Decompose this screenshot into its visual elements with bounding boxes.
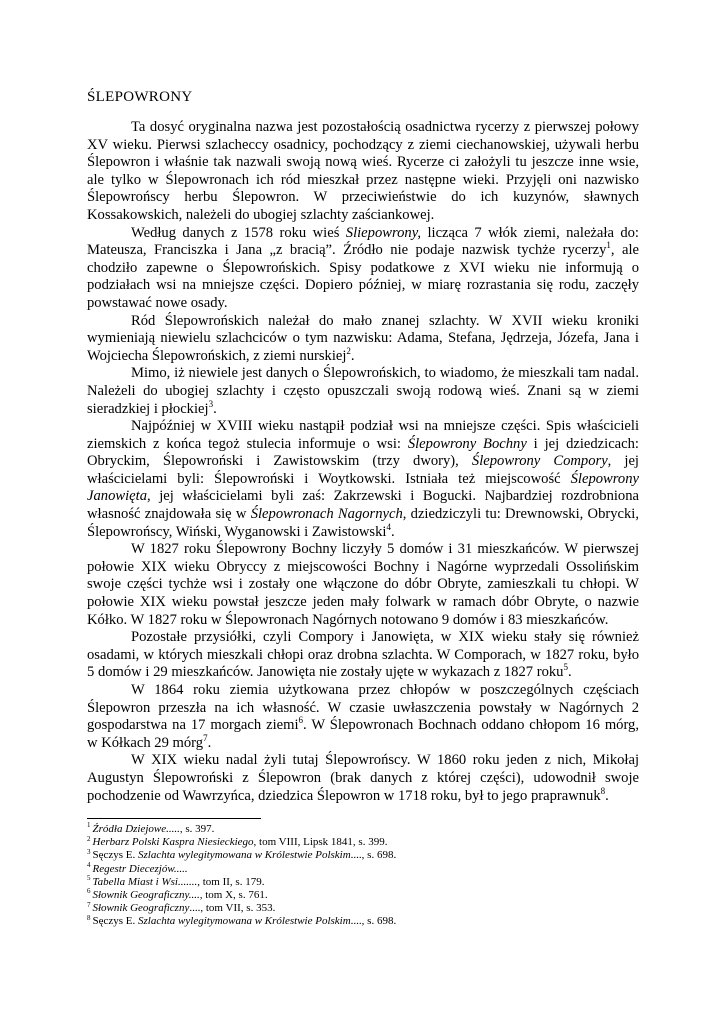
footnote-ref: 8 [600, 785, 606, 796]
footnote-separator [87, 818, 261, 819]
paragraph: W 1864 roku ziemia użytkowana przez chłopów w poszczególnych częściach Ślepowron przeszła na ich własność. W czasie uwłaszczenia powstały w Nagórnych 2 gospodarstwa na 17 morgach ziemi$^6$. W Ślepowronach Bochnach oddano chłopom 16 mórg, w Kółkach 29 mórg$^7$. [87, 682, 640, 751]
emphasis: Ślepowrony Compory [471, 453, 608, 470]
footnote-ref: 4 [386, 521, 391, 532]
footnote-number: 2 [87, 834, 91, 843]
paragraph: W XIX wieku nadal żyli tutaj Ślepowrońscy. W 1860 roku jeden z nich, Mikołaj Augustyn Ślepowroński z Ślepowron (brak danych z której części), udowodnił swoje pochodzenie od Wawrzyńca, dziedzica Ślepowron w 1718 roku, był to jego praprawnuk$^8$. [87, 752, 639, 804]
footnote-ref: 5 [563, 662, 568, 673]
paragraph: Według danych z 1578 roku wieś Sliepowrony, licząca 7 włók ziemi, należała do: Mateusza, Franciszka i Jana „z bracią”. Źródło nie podaje nazwisk tychże rycerzy$^1$, ale chodziło zapewne o Ślepowrońskich. Spisy podatkowe z XVI wieku nie informują o podziałach wsi na mniejsze części. Dopiero później, w miarę rozrastania się rodu, zaczęły powstawać nowe osady. [87, 224, 640, 311]
footnote-number: 7 [87, 900, 91, 909]
page-title: ŚLEPOWRONY [87, 89, 193, 105]
paragraph: Mimo, iż niewiele jest danych o Ślepowrońskich, to wiadomo, że mieszkali tam nadal. Należeli do ubogiej szlachty i często opuszczali swoją rodową wieś. Znani są w ziemi sieradzkiej i płockiej$^3$. [87, 365, 639, 417]
footnote-ref: 3 [208, 398, 214, 409]
main-text [87, 119, 639, 805]
emphasis: Sliepowrony, [345, 224, 422, 241]
paragraph: Ród Ślepowrońskich należał do mało znanej szlachty. W XVII wieku kroniki wymieniają niewielu szlachciców o tym nazwisku: Adama, Stefana, Jędrzeja, Józefa, Jana i Wojciecha Ślepowrońskich, z ziemi nurskiej$^2$. [87, 312, 639, 364]
footnote-ref: 7 [203, 732, 208, 743]
footnotes [87, 823, 639, 929]
footnote-ref: 6 [298, 715, 304, 726]
paragraph: Ta dosyć oryginalna nazwa jest pozostałością osadnictwa rycerzy z pierwszej połowy XV wieku. Pierwsi szlacheccy osadnicy, pochodzący z ziemi ciechanowskiej, używali herbu Ślepowron i właśnie tak nazwali swoją nową wieś. Rycerze ci założyli tu jeszcze inne wsie, ale tylko w Ślepowronach ich ród mieszkał przez następne wieki. Przyjęli oni nazwisko Ślepowrońscy herbu Ślepowron. W przeciwieństwie do ich kuzynów, sławnych Kossakowskich, należeli do ubogiej szlachty zaściankowej. [87, 119, 639, 223]
paragraph: W 1827 roku Ślepowrony Bochny liczyły 5 domów i 31 mieszkańców. W pierwszej połowie XIX wieku Obryccy z miejscowości Bochny i Nagórne wyprzedali Ossolińskim swoje części tychże wsi i zostały one włączone do dóbr Obryte, zamieszkali tu chłopi. W połowie XIX wieku powstał jeszcze jeden mały folwark w ramach dóbr Obryte, o nazwie Kółko. W 1827 roku w Ślepowronach Nagórnych notowano 9 domów i 83 mieszkańców. [87, 541, 639, 628]
footnote: $^2$ Herbarz Polski Kaspra Niesieckiego, tom VIII, Lipsk 1841, s. 399. [87, 834, 388, 849]
emphasis: Ślepowrony Bochny [407, 435, 527, 452]
footnote-number: 1 [87, 821, 91, 830]
footnote-number: 5 [87, 874, 91, 883]
footnote: $^1$ Źródła Dziejowe....., s. 397. [87, 821, 215, 835]
emphasis: Ślepowronach Nagornych [250, 506, 403, 523]
footnote-number: 6 [87, 887, 91, 896]
footnote: $^5$ Tabella Miast i Wsi......., tom II, s. 179. [87, 874, 265, 888]
emphasis: Ślepowrony Janowięta [87, 470, 639, 505]
footnote-number: 4 [87, 860, 91, 869]
paragraph: Pozostałe przysiółki, czyli Compory i Janowięta, w XIX wieku stały się również osadami, w których mieszkali chłopi oraz drobna szlachta. W Comporach, w 1827 roku, było 5 domów i 29 mieszkańców. Janowięta nie zostały ujęte w wykazach z 1827 roku$^5$. [87, 629, 639, 681]
footnote: $^8$ Sęczys E. Szlachta wylegitymowana w Królestwie Polskim...., s. 698. [87, 913, 397, 928]
footnote: $^7$ Słownik Geograficzny...., tom VII, s. 353. [87, 900, 276, 915]
footnote-number: 3 [87, 847, 91, 856]
footnote: $^4$ Regestr Diecezjów..... [87, 860, 188, 875]
footnote: $^6$ Słownik Geograficzny...., tom X, s. 761. [87, 887, 268, 902]
footnote: $^3$ Sęczys E. Szlachta wylegitymowana w Królestwie Polskim...., s. 698. [87, 847, 397, 862]
paragraph: Najpóźniej w XVIII wieku nastąpił podział wsi na mniejsze części. Spis właścicieli ziemskich z końca tegoż stulecia informuje o wsi: Ślepowrony Bochny i jej dziedzicach: Obryckim, Ślepowroński i Zawistowskim (trzy dwory), Ślepowrony Compory, jej właścicielami byli: Ślepowroński i Woytkowski. Istniała też miejscowość Ślepowrony Janowięta, jej właścicielami byli zaś: Zakrzewski i Bogucki. Najbardziej rozdrobniona własność znajdowała się w Ślepowronach Nagornych, dziedziczyli tu: Drewnowski, Obrycki, Ślepowrońscy, Wiński, Wyganowski i Zawistowski$^4$. [87, 418, 640, 540]
footnote-ref: 2 [346, 345, 351, 356]
footnote-number: 8 [87, 913, 91, 922]
footnote-ref: 1 [606, 240, 611, 251]
